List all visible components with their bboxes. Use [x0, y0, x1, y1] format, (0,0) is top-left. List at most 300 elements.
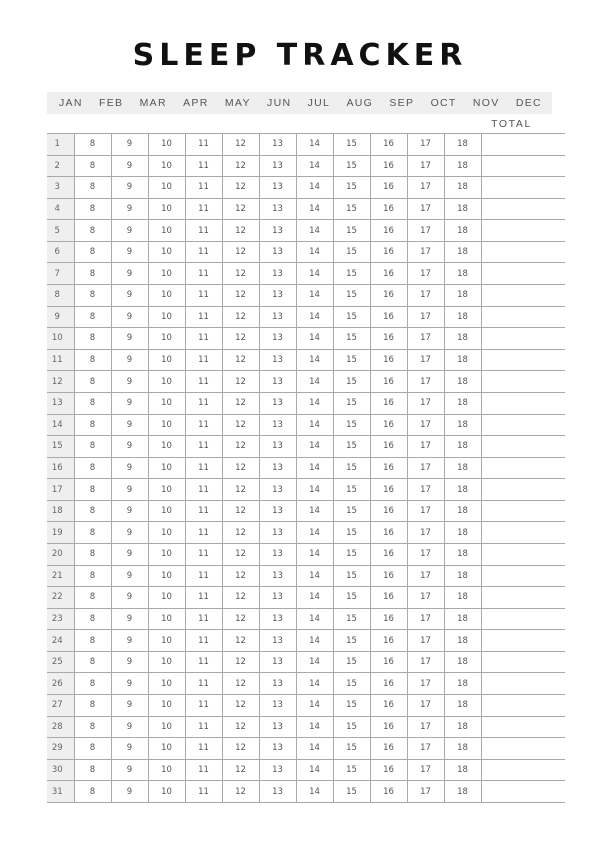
hour-cell[interactable]: 10 — [148, 759, 185, 781]
hour-cell[interactable]: 8 — [74, 328, 111, 350]
hour-cell[interactable]: 18 — [444, 522, 481, 544]
hour-cell[interactable]: 14 — [296, 630, 333, 652]
hour-cell[interactable]: 16 — [370, 457, 407, 479]
month-nov[interactable]: NOV — [472, 97, 500, 109]
hour-cell[interactable]: 12 — [222, 349, 259, 371]
month-jul[interactable]: JUL — [307, 97, 331, 109]
hour-cell[interactable]: 12 — [222, 695, 259, 717]
total-cell[interactable] — [481, 479, 565, 501]
total-cell[interactable] — [481, 500, 565, 522]
hour-cell[interactable]: 12 — [222, 500, 259, 522]
total-cell[interactable] — [481, 414, 565, 436]
hour-cell[interactable]: 10 — [148, 155, 185, 177]
hour-cell[interactable]: 18 — [444, 651, 481, 673]
hour-cell[interactable]: 14 — [296, 220, 333, 242]
hour-cell[interactable]: 18 — [444, 328, 481, 350]
hour-cell[interactable]: 10 — [148, 543, 185, 565]
total-cell[interactable] — [481, 349, 565, 371]
hour-cell[interactable]: 16 — [370, 392, 407, 414]
hour-cell[interactable]: 13 — [259, 306, 296, 328]
hour-cell[interactable]: 14 — [296, 285, 333, 307]
month-aug[interactable]: AUG — [346, 97, 374, 109]
total-cell[interactable] — [481, 371, 565, 393]
hour-cell[interactable]: 12 — [222, 134, 259, 156]
hour-cell[interactable]: 9 — [111, 392, 148, 414]
hour-cell[interactable]: 12 — [222, 371, 259, 393]
hour-cell[interactable]: 18 — [444, 716, 481, 738]
hour-cell[interactable]: 17 — [407, 759, 444, 781]
hour-cell[interactable]: 13 — [259, 479, 296, 501]
total-cell[interactable] — [481, 198, 565, 220]
hour-cell[interactable]: 11 — [185, 328, 222, 350]
hour-cell[interactable]: 9 — [111, 241, 148, 263]
hour-cell[interactable]: 18 — [444, 414, 481, 436]
hour-cell[interactable]: 10 — [148, 630, 185, 652]
hour-cell[interactable]: 17 — [407, 241, 444, 263]
hour-cell[interactable]: 18 — [444, 608, 481, 630]
hour-cell[interactable]: 14 — [296, 565, 333, 587]
hour-cell[interactable]: 15 — [333, 263, 370, 285]
hour-cell[interactable]: 11 — [185, 155, 222, 177]
hour-cell[interactable]: 14 — [296, 522, 333, 544]
hour-cell[interactable]: 9 — [111, 306, 148, 328]
hour-cell[interactable]: 16 — [370, 630, 407, 652]
hour-cell[interactable]: 11 — [185, 349, 222, 371]
hour-cell[interactable]: 12 — [222, 457, 259, 479]
hour-cell[interactable]: 13 — [259, 630, 296, 652]
hour-cell[interactable]: 10 — [148, 651, 185, 673]
hour-cell[interactable]: 8 — [74, 630, 111, 652]
hour-cell[interactable]: 13 — [259, 695, 296, 717]
hour-cell[interactable]: 16 — [370, 436, 407, 458]
hour-cell[interactable]: 8 — [74, 241, 111, 263]
hour-cell[interactable]: 18 — [444, 457, 481, 479]
hour-cell[interactable]: 10 — [148, 328, 185, 350]
hour-cell[interactable]: 8 — [74, 306, 111, 328]
hour-cell[interactable]: 12 — [222, 392, 259, 414]
hour-cell[interactable]: 8 — [74, 738, 111, 760]
hour-cell[interactable]: 17 — [407, 285, 444, 307]
hour-cell[interactable]: 15 — [333, 371, 370, 393]
hour-cell[interactable]: 8 — [74, 371, 111, 393]
hour-cell[interactable]: 17 — [407, 651, 444, 673]
hour-cell[interactable]: 15 — [333, 716, 370, 738]
hour-cell[interactable]: 10 — [148, 695, 185, 717]
hour-cell[interactable]: 16 — [370, 328, 407, 350]
hour-cell[interactable]: 12 — [222, 543, 259, 565]
total-cell[interactable] — [481, 522, 565, 544]
hour-cell[interactable]: 12 — [222, 263, 259, 285]
hour-cell[interactable]: 9 — [111, 630, 148, 652]
hour-cell[interactable]: 12 — [222, 241, 259, 263]
hour-cell[interactable]: 8 — [74, 673, 111, 695]
hour-cell[interactable]: 17 — [407, 457, 444, 479]
hour-cell[interactable]: 17 — [407, 198, 444, 220]
hour-cell[interactable]: 17 — [407, 608, 444, 630]
total-cell[interactable] — [481, 695, 565, 717]
total-cell[interactable] — [481, 436, 565, 458]
hour-cell[interactable]: 16 — [370, 651, 407, 673]
hour-cell[interactable]: 18 — [444, 587, 481, 609]
hour-cell[interactable]: 18 — [444, 349, 481, 371]
hour-cell[interactable]: 14 — [296, 608, 333, 630]
hour-cell[interactable]: 16 — [370, 220, 407, 242]
hour-cell[interactable]: 10 — [148, 479, 185, 501]
hour-cell[interactable]: 13 — [259, 392, 296, 414]
hour-cell[interactable]: 13 — [259, 155, 296, 177]
hour-cell[interactable]: 15 — [333, 651, 370, 673]
hour-cell[interactable]: 12 — [222, 608, 259, 630]
hour-cell[interactable]: 15 — [333, 155, 370, 177]
hour-cell[interactable]: 16 — [370, 608, 407, 630]
hour-cell[interactable]: 11 — [185, 241, 222, 263]
hour-cell[interactable]: 14 — [296, 349, 333, 371]
total-cell[interactable] — [481, 781, 565, 803]
hour-cell[interactable]: 15 — [333, 479, 370, 501]
hour-cell[interactable]: 18 — [444, 630, 481, 652]
hour-cell[interactable]: 15 — [333, 328, 370, 350]
hour-cell[interactable]: 9 — [111, 220, 148, 242]
hour-cell[interactable]: 8 — [74, 155, 111, 177]
hour-cell[interactable]: 15 — [333, 414, 370, 436]
hour-cell[interactable]: 16 — [370, 479, 407, 501]
hour-cell[interactable]: 16 — [370, 306, 407, 328]
hour-cell[interactable]: 13 — [259, 414, 296, 436]
hour-cell[interactable]: 9 — [111, 695, 148, 717]
hour-cell[interactable]: 15 — [333, 285, 370, 307]
month-mar[interactable]: MAR — [139, 97, 167, 109]
hour-cell[interactable]: 16 — [370, 500, 407, 522]
hour-cell[interactable]: 8 — [74, 457, 111, 479]
hour-cell[interactable]: 11 — [185, 543, 222, 565]
total-cell[interactable] — [481, 220, 565, 242]
hour-cell[interactable]: 8 — [74, 500, 111, 522]
hour-cell[interactable]: 10 — [148, 285, 185, 307]
hour-cell[interactable]: 13 — [259, 500, 296, 522]
hour-cell[interactable]: 9 — [111, 198, 148, 220]
hour-cell[interactable]: 16 — [370, 522, 407, 544]
hour-cell[interactable]: 13 — [259, 371, 296, 393]
hour-cell[interactable]: 17 — [407, 306, 444, 328]
hour-cell[interactable]: 14 — [296, 371, 333, 393]
hour-cell[interactable]: 13 — [259, 241, 296, 263]
hour-cell[interactable]: 17 — [407, 220, 444, 242]
hour-cell[interactable]: 13 — [259, 436, 296, 458]
hour-cell[interactable]: 15 — [333, 565, 370, 587]
hour-cell[interactable]: 17 — [407, 543, 444, 565]
hour-cell[interactable]: 16 — [370, 241, 407, 263]
hour-cell[interactable]: 13 — [259, 587, 296, 609]
hour-cell[interactable]: 18 — [444, 134, 481, 156]
hour-cell[interactable]: 16 — [370, 716, 407, 738]
hour-cell[interactable]: 17 — [407, 263, 444, 285]
hour-cell[interactable]: 11 — [185, 716, 222, 738]
hour-cell[interactable]: 11 — [185, 371, 222, 393]
hour-cell[interactable]: 14 — [296, 759, 333, 781]
hour-cell[interactable]: 11 — [185, 177, 222, 199]
hour-cell[interactable]: 9 — [111, 781, 148, 803]
hour-cell[interactable]: 11 — [185, 630, 222, 652]
hour-cell[interactable]: 12 — [222, 630, 259, 652]
hour-cell[interactable]: 12 — [222, 198, 259, 220]
hour-cell[interactable]: 17 — [407, 155, 444, 177]
hour-cell[interactable]: 10 — [148, 371, 185, 393]
hour-cell[interactable]: 18 — [444, 436, 481, 458]
hour-cell[interactable]: 8 — [74, 349, 111, 371]
hour-cell[interactable]: 11 — [185, 285, 222, 307]
hour-cell[interactable]: 13 — [259, 134, 296, 156]
hour-cell[interactable]: 15 — [333, 759, 370, 781]
hour-cell[interactable]: 15 — [333, 457, 370, 479]
hour-cell[interactable]: 17 — [407, 716, 444, 738]
hour-cell[interactable]: 14 — [296, 241, 333, 263]
hour-cell[interactable]: 17 — [407, 328, 444, 350]
hour-cell[interactable]: 8 — [74, 781, 111, 803]
hour-cell[interactable]: 18 — [444, 306, 481, 328]
hour-cell[interactable]: 9 — [111, 759, 148, 781]
hour-cell[interactable]: 10 — [148, 738, 185, 760]
hour-cell[interactable]: 10 — [148, 608, 185, 630]
month-apr[interactable]: APR — [183, 97, 209, 109]
hour-cell[interactable]: 17 — [407, 392, 444, 414]
month-feb[interactable]: FEB — [99, 97, 124, 109]
hour-cell[interactable]: 8 — [74, 608, 111, 630]
hour-cell[interactable]: 15 — [333, 673, 370, 695]
hour-cell[interactable]: 9 — [111, 673, 148, 695]
month-oct[interactable]: OCT — [430, 97, 457, 109]
hour-cell[interactable]: 15 — [333, 241, 370, 263]
hour-cell[interactable]: 17 — [407, 630, 444, 652]
hour-cell[interactable]: 14 — [296, 781, 333, 803]
hour-cell[interactable]: 9 — [111, 436, 148, 458]
hour-cell[interactable]: 10 — [148, 500, 185, 522]
hour-cell[interactable]: 9 — [111, 371, 148, 393]
month-jun[interactable]: JUN — [267, 97, 292, 109]
hour-cell[interactable]: 10 — [148, 673, 185, 695]
total-cell[interactable] — [481, 759, 565, 781]
hour-cell[interactable]: 16 — [370, 371, 407, 393]
hour-cell[interactable]: 8 — [74, 587, 111, 609]
hour-cell[interactable]: 15 — [333, 695, 370, 717]
hour-cell[interactable]: 12 — [222, 587, 259, 609]
hour-cell[interactable]: 12 — [222, 738, 259, 760]
hour-cell[interactable]: 14 — [296, 479, 333, 501]
hour-cell[interactable]: 15 — [333, 781, 370, 803]
hour-cell[interactable]: 18 — [444, 285, 481, 307]
hour-cell[interactable]: 13 — [259, 759, 296, 781]
hour-cell[interactable]: 15 — [333, 500, 370, 522]
hour-cell[interactable]: 15 — [333, 543, 370, 565]
total-cell[interactable] — [481, 608, 565, 630]
hour-cell[interactable]: 15 — [333, 306, 370, 328]
hour-cell[interactable]: 18 — [444, 759, 481, 781]
hour-cell[interactable]: 9 — [111, 328, 148, 350]
hour-cell[interactable]: 12 — [222, 565, 259, 587]
hour-cell[interactable]: 13 — [259, 198, 296, 220]
hour-cell[interactable]: 16 — [370, 673, 407, 695]
total-cell[interactable] — [481, 738, 565, 760]
hour-cell[interactable]: 16 — [370, 177, 407, 199]
hour-cell[interactable]: 14 — [296, 306, 333, 328]
hour-cell[interactable]: 9 — [111, 134, 148, 156]
hour-cell[interactable]: 14 — [296, 436, 333, 458]
hour-cell[interactable]: 9 — [111, 177, 148, 199]
hour-cell[interactable]: 14 — [296, 198, 333, 220]
hour-cell[interactable]: 10 — [148, 134, 185, 156]
hour-cell[interactable]: 18 — [444, 177, 481, 199]
total-cell[interactable] — [481, 285, 565, 307]
hour-cell[interactable]: 14 — [296, 651, 333, 673]
hour-cell[interactable]: 8 — [74, 543, 111, 565]
hour-cell[interactable]: 18 — [444, 565, 481, 587]
hour-cell[interactable]: 14 — [296, 500, 333, 522]
hour-cell[interactable]: 9 — [111, 587, 148, 609]
hour-cell[interactable]: 18 — [444, 198, 481, 220]
hour-cell[interactable]: 18 — [444, 371, 481, 393]
hour-cell[interactable]: 10 — [148, 457, 185, 479]
hour-cell[interactable]: 10 — [148, 436, 185, 458]
hour-cell[interactable]: 13 — [259, 328, 296, 350]
hour-cell[interactable]: 11 — [185, 522, 222, 544]
hour-cell[interactable]: 9 — [111, 285, 148, 307]
hour-cell[interactable]: 18 — [444, 241, 481, 263]
total-cell[interactable] — [481, 306, 565, 328]
hour-cell[interactable]: 15 — [333, 436, 370, 458]
hour-cell[interactable]: 12 — [222, 436, 259, 458]
hour-cell[interactable]: 11 — [185, 457, 222, 479]
hour-cell[interactable]: 12 — [222, 220, 259, 242]
hour-cell[interactable]: 8 — [74, 522, 111, 544]
hour-cell[interactable]: 11 — [185, 306, 222, 328]
hour-cell[interactable]: 8 — [74, 392, 111, 414]
hour-cell[interactable]: 14 — [296, 392, 333, 414]
hour-cell[interactable]: 8 — [74, 651, 111, 673]
hour-cell[interactable]: 10 — [148, 220, 185, 242]
hour-cell[interactable]: 10 — [148, 716, 185, 738]
hour-cell[interactable]: 16 — [370, 134, 407, 156]
hour-cell[interactable]: 11 — [185, 651, 222, 673]
hour-cell[interactable]: 15 — [333, 630, 370, 652]
hour-cell[interactable]: 13 — [259, 457, 296, 479]
hour-cell[interactable]: 12 — [222, 306, 259, 328]
hour-cell[interactable]: 13 — [259, 608, 296, 630]
hour-cell[interactable]: 10 — [148, 587, 185, 609]
hour-cell[interactable]: 10 — [148, 522, 185, 544]
hour-cell[interactable]: 17 — [407, 349, 444, 371]
hour-cell[interactable]: 14 — [296, 738, 333, 760]
hour-cell[interactable]: 17 — [407, 738, 444, 760]
hour-cell[interactable]: 17 — [407, 695, 444, 717]
hour-cell[interactable]: 15 — [333, 608, 370, 630]
hour-cell[interactable]: 14 — [296, 716, 333, 738]
hour-cell[interactable]: 11 — [185, 134, 222, 156]
hour-cell[interactable]: 9 — [111, 738, 148, 760]
hour-cell[interactable]: 8 — [74, 716, 111, 738]
hour-cell[interactable]: 13 — [259, 738, 296, 760]
hour-cell[interactable]: 11 — [185, 695, 222, 717]
hour-cell[interactable]: 16 — [370, 414, 407, 436]
hour-cell[interactable]: 18 — [444, 738, 481, 760]
hour-cell[interactable]: 8 — [74, 436, 111, 458]
hour-cell[interactable]: 8 — [74, 198, 111, 220]
hour-cell[interactable]: 9 — [111, 608, 148, 630]
hour-cell[interactable]: 14 — [296, 134, 333, 156]
total-cell[interactable] — [481, 263, 565, 285]
hour-cell[interactable]: 8 — [74, 134, 111, 156]
hour-cell[interactable]: 13 — [259, 543, 296, 565]
hour-cell[interactable]: 13 — [259, 565, 296, 587]
hour-cell[interactable]: 17 — [407, 134, 444, 156]
hour-cell[interactable]: 17 — [407, 177, 444, 199]
hour-cell[interactable]: 11 — [185, 479, 222, 501]
hour-cell[interactable]: 9 — [111, 155, 148, 177]
hour-cell[interactable]: 12 — [222, 414, 259, 436]
hour-cell[interactable]: 10 — [148, 306, 185, 328]
hour-cell[interactable]: 12 — [222, 781, 259, 803]
hour-cell[interactable]: 18 — [444, 500, 481, 522]
hour-cell[interactable]: 13 — [259, 716, 296, 738]
hour-cell[interactable]: 10 — [148, 241, 185, 263]
hour-cell[interactable]: 11 — [185, 781, 222, 803]
hour-cell[interactable]: 11 — [185, 414, 222, 436]
hour-cell[interactable]: 18 — [444, 392, 481, 414]
hour-cell[interactable]: 16 — [370, 155, 407, 177]
hour-cell[interactable]: 11 — [185, 500, 222, 522]
hour-cell[interactable]: 11 — [185, 673, 222, 695]
hour-cell[interactable]: 14 — [296, 587, 333, 609]
hour-cell[interactable]: 14 — [296, 457, 333, 479]
hour-cell[interactable]: 9 — [111, 565, 148, 587]
hour-cell[interactable]: 12 — [222, 522, 259, 544]
hour-cell[interactable]: 14 — [296, 328, 333, 350]
hour-cell[interactable]: 16 — [370, 781, 407, 803]
hour-cell[interactable]: 11 — [185, 392, 222, 414]
hour-cell[interactable]: 9 — [111, 263, 148, 285]
hour-cell[interactable]: 15 — [333, 177, 370, 199]
hour-cell[interactable]: 18 — [444, 543, 481, 565]
hour-cell[interactable]: 17 — [407, 565, 444, 587]
hour-cell[interactable]: 18 — [444, 479, 481, 501]
hour-cell[interactable]: 15 — [333, 349, 370, 371]
total-cell[interactable] — [481, 651, 565, 673]
hour-cell[interactable]: 10 — [148, 781, 185, 803]
hour-cell[interactable]: 12 — [222, 285, 259, 307]
hour-cell[interactable]: 9 — [111, 414, 148, 436]
hour-cell[interactable]: 14 — [296, 695, 333, 717]
hour-cell[interactable]: 9 — [111, 479, 148, 501]
hour-cell[interactable]: 8 — [74, 414, 111, 436]
month-jan[interactable]: JAN — [59, 97, 83, 109]
hour-cell[interactable]: 9 — [111, 651, 148, 673]
hour-cell[interactable]: 9 — [111, 500, 148, 522]
total-cell[interactable] — [481, 457, 565, 479]
month-dec[interactable]: DEC — [515, 97, 542, 109]
hour-cell[interactable]: 15 — [333, 522, 370, 544]
hour-cell[interactable]: 10 — [148, 414, 185, 436]
total-cell[interactable] — [481, 543, 565, 565]
hour-cell[interactable]: 9 — [111, 457, 148, 479]
hour-cell[interactable]: 18 — [444, 263, 481, 285]
hour-cell[interactable]: 16 — [370, 349, 407, 371]
hour-cell[interactable]: 10 — [148, 177, 185, 199]
hour-cell[interactable]: 11 — [185, 608, 222, 630]
hour-cell[interactable]: 13 — [259, 220, 296, 242]
hour-cell[interactable]: 13 — [259, 349, 296, 371]
hour-cell[interactable]: 10 — [148, 565, 185, 587]
hour-cell[interactable]: 17 — [407, 436, 444, 458]
hour-cell[interactable]: 9 — [111, 716, 148, 738]
hour-cell[interactable]: 13 — [259, 781, 296, 803]
